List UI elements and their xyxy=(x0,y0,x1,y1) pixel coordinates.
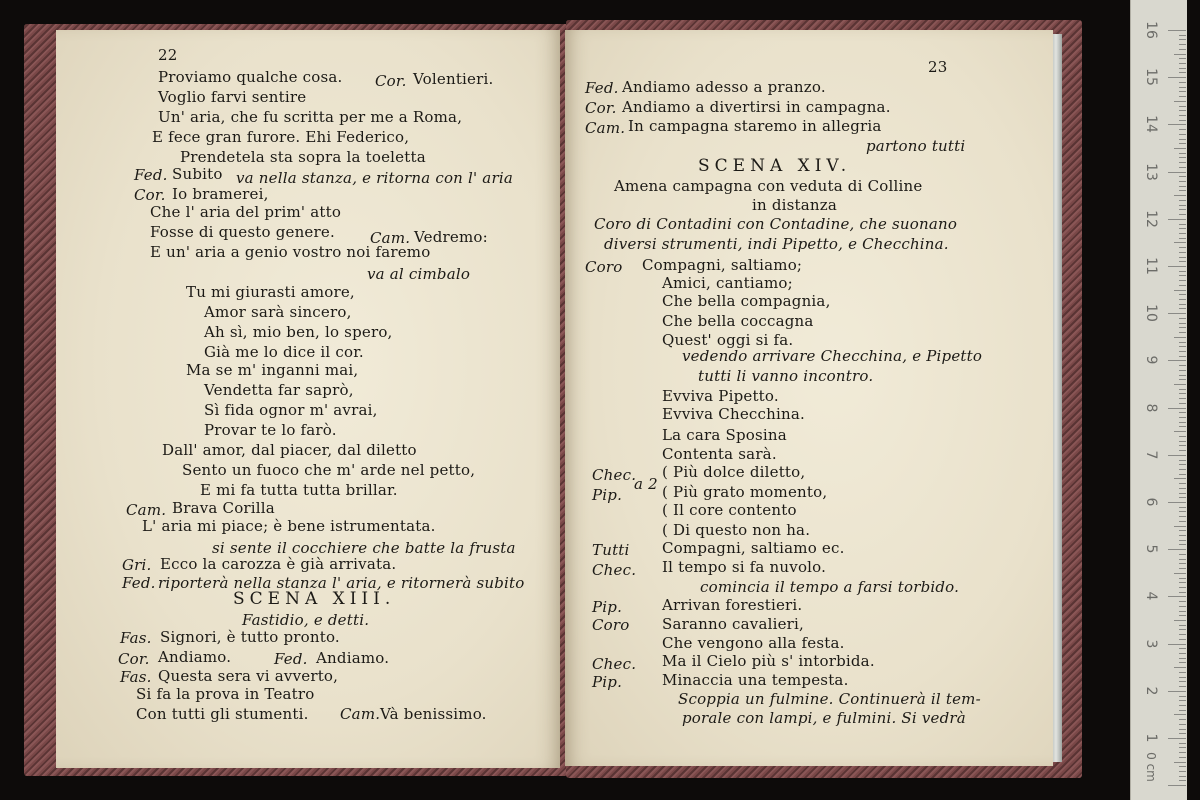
ruler-tick xyxy=(1179,190,1186,191)
text-line: Il tempo si fa nuvolo. xyxy=(662,558,827,576)
stage-direction: si sente il cocchiere che batte la frusta xyxy=(212,539,516,557)
ruler-tick xyxy=(1174,762,1186,763)
ruler-tick xyxy=(1179,648,1186,649)
ruler-tick xyxy=(1174,337,1186,338)
ruler-number: 5 xyxy=(1143,544,1159,554)
ruler-tick xyxy=(1174,290,1186,291)
text-line: Amena campagna con veduta di Colline xyxy=(614,177,923,195)
ruler-tick xyxy=(1179,233,1186,234)
ruler-number: 13 xyxy=(1143,162,1159,181)
speaker-label: Pip. xyxy=(592,486,623,504)
ruler-tick xyxy=(1179,143,1186,144)
ruler-tick xyxy=(1179,82,1186,83)
text-line: Provar te lo farò. xyxy=(204,421,337,439)
ruler-tick xyxy=(1179,91,1186,92)
ruler-unit-label: 0 cm xyxy=(1144,752,1158,782)
ruler-tick xyxy=(1179,460,1186,461)
ruler-tick xyxy=(1179,611,1186,612)
ruler-tick xyxy=(1179,662,1186,663)
speaker-label: Fed. xyxy=(585,79,619,97)
text-line: Che vengono alla festa. xyxy=(662,634,845,652)
text-line: E fece gran furore. Ehi Federico, xyxy=(152,128,410,146)
ruler-number: 3 xyxy=(1143,639,1159,649)
ruler-tick xyxy=(1179,87,1186,88)
ruler-tick xyxy=(1179,323,1186,324)
ruler-tick xyxy=(1179,247,1186,248)
speaker-label: Pip. xyxy=(592,598,623,616)
text-line: ( Più grato momento, xyxy=(662,483,828,501)
ruler-tick xyxy=(1179,483,1186,484)
stage-direction: porale con lampi, e fulmini. Si vedrà xyxy=(682,709,966,727)
ruler-tick xyxy=(1179,705,1186,706)
stage-direction: Fastidio, e detti. xyxy=(242,611,370,629)
text-line: Che bella compagnia, xyxy=(662,292,831,310)
ruler-tick xyxy=(1174,384,1186,385)
text-line: Fosse di questo genere. xyxy=(150,223,335,241)
ruler-tick xyxy=(1179,521,1186,522)
ruler-tick xyxy=(1179,752,1186,753)
text-line: Compagni, saltiamo; xyxy=(642,256,803,274)
text-line: Minaccia una tempesta. xyxy=(662,671,849,689)
ruler-tick xyxy=(1174,667,1186,668)
ruler-tick xyxy=(1179,96,1186,97)
ruler-tick xyxy=(1179,757,1186,758)
ruler-number: 12 xyxy=(1143,209,1159,228)
text-line: Dall' amor, dal piacer, dal diletto xyxy=(162,441,417,459)
text-line: Andiamo a divertirsi in campagna. xyxy=(622,98,891,116)
ruler-tick xyxy=(1179,729,1186,730)
speaker-label: Pip. xyxy=(592,673,623,691)
text-line: Saranno cavalieri, xyxy=(662,615,805,633)
text-line: Andiamo adesso a pranzo. xyxy=(622,78,826,96)
ruler-tick xyxy=(1179,110,1186,111)
text-line: Ma se m' inganni mai, xyxy=(186,361,359,379)
ruler-tick xyxy=(1179,238,1186,239)
ruler-tick xyxy=(1179,544,1186,545)
stage-direction: tutti li vanno incontro. xyxy=(698,367,874,385)
text-line: Che l' aria del prim' atto xyxy=(150,203,342,221)
speaker-label: Cam. xyxy=(585,119,626,137)
text-line: Questa sera vi avverto, xyxy=(158,667,339,685)
ruler-tick xyxy=(1179,681,1186,682)
text-line: Vedremo: xyxy=(414,228,488,246)
text-line: Brava Corilla xyxy=(172,499,275,517)
ruler-tick xyxy=(1179,493,1186,494)
ruler-tick xyxy=(1168,502,1186,503)
ruler-tick xyxy=(1179,379,1186,380)
ruler-tick xyxy=(1174,573,1186,574)
ruler-tick xyxy=(1179,176,1186,177)
ruler-tick xyxy=(1174,620,1186,621)
ruler-tick xyxy=(1179,554,1186,555)
ruler-tick xyxy=(1179,106,1186,107)
text-line: Signori, è tutto pronto. xyxy=(160,628,340,646)
ruler-tick xyxy=(1179,445,1186,446)
ruler-tick xyxy=(1179,162,1186,163)
ruler-tick xyxy=(1179,181,1186,182)
stage-direction: Coro di Contadini con Contadine, che suonano xyxy=(594,215,958,233)
ruler-tick xyxy=(1179,228,1186,229)
ruler-tick xyxy=(1179,134,1186,135)
ruler-tick xyxy=(1179,139,1186,140)
speaker-label: Cam. xyxy=(126,501,167,519)
ruler-number: 14 xyxy=(1143,115,1159,134)
stage-direction: va al cimbalo xyxy=(367,265,471,283)
page-number: 23 xyxy=(928,58,948,76)
text-line: Che bella coccagna xyxy=(662,312,814,330)
ruler-tick xyxy=(1179,129,1186,130)
text-line: Amici, cantiamo; xyxy=(662,274,793,292)
ruler-tick xyxy=(1179,696,1186,697)
ruler-tick xyxy=(1179,403,1186,404)
ruler-number: 1 xyxy=(1143,733,1159,743)
text-line: Vendetta far saprò, xyxy=(204,381,354,399)
text-line: Sì fida ognor m' avrai, xyxy=(204,401,378,419)
ruler-tick xyxy=(1168,360,1186,361)
ruler-tick xyxy=(1179,710,1186,711)
ruler-tick xyxy=(1179,294,1186,295)
ruler-tick xyxy=(1179,261,1186,262)
ruler-tick xyxy=(1179,375,1186,376)
ruler-tick xyxy=(1179,426,1186,427)
ruler-tick xyxy=(1179,724,1186,725)
ruler-tick xyxy=(1179,488,1186,489)
ruler-tick xyxy=(1168,30,1186,31)
text-line: Amor sarà sincero, xyxy=(204,303,352,321)
ruler-tick xyxy=(1179,120,1186,121)
ruler-tick xyxy=(1179,157,1186,158)
speaker-label: Cor. xyxy=(118,650,150,668)
scene-heading: SCENA XIII. xyxy=(233,589,396,609)
ruler-tick xyxy=(1179,214,1186,215)
ruler-tick xyxy=(1179,743,1186,744)
text-line: Sento un fuoco che m' arde nel petto, xyxy=(182,461,476,479)
ruler-tick xyxy=(1179,299,1186,300)
text-line: Volentieri. xyxy=(413,70,494,88)
text-line: Prendetela sta sopra la toeletta xyxy=(180,148,426,166)
speaker-label: Cam. xyxy=(370,229,411,247)
scene-heading: SCENA XIV. xyxy=(698,156,852,176)
text-line: Si fa la prova in Teatro xyxy=(136,685,315,703)
ruler-tick xyxy=(1179,271,1186,272)
ruler-tick xyxy=(1179,44,1186,45)
ruler-tick xyxy=(1179,115,1186,116)
ruler-tick xyxy=(1179,49,1186,50)
ruler-tick xyxy=(1179,72,1186,73)
ruler-tick xyxy=(1179,615,1186,616)
speaker-label: Chec. xyxy=(592,561,637,579)
ruler-tick xyxy=(1179,332,1186,333)
stage-direction: vedendo arrivare Checchina, e Pipetto xyxy=(682,347,983,365)
text-line: in distanza xyxy=(752,196,838,214)
ruler-tick xyxy=(1179,629,1186,630)
ruler-number: 15 xyxy=(1143,68,1159,87)
ruler-tick xyxy=(1168,738,1186,739)
text-line: Và benissimo. xyxy=(380,705,487,723)
ruler-tick xyxy=(1179,58,1186,59)
speaker-label: Gri. xyxy=(122,556,152,574)
ruler-tick xyxy=(1168,549,1186,550)
text-line: In campagna staremo in allegria xyxy=(628,117,882,135)
stage-direction: va nella stanza, e ritorna con l' aria xyxy=(236,169,513,187)
ruler-tick xyxy=(1168,644,1186,645)
ruler-number: 4 xyxy=(1143,591,1159,601)
ruler-tick xyxy=(1179,747,1186,748)
ruler-number: 10 xyxy=(1143,304,1159,323)
ruler-tick xyxy=(1179,677,1186,678)
ruler-tick xyxy=(1168,408,1186,409)
text-line: Andiamo. xyxy=(158,648,232,666)
speaker-label: Cor. xyxy=(585,99,617,117)
ruler-tick xyxy=(1179,474,1186,475)
text-line: E un' aria a genio vostro noi faremo xyxy=(150,243,431,261)
ruler-tick xyxy=(1168,219,1186,220)
stage-direction: partono tutti xyxy=(866,137,966,155)
ruler-tick xyxy=(1179,389,1186,390)
ruler-tick xyxy=(1168,691,1186,692)
ruler-tick xyxy=(1179,346,1186,347)
text-line: Compagni, saltiamo ec. xyxy=(662,539,845,557)
text-line: Ma il Cielo più s' intorbida. xyxy=(662,652,875,670)
speaker-label: Tutti xyxy=(592,541,630,559)
ruler-tick xyxy=(1168,124,1186,125)
ruler-tick xyxy=(1179,530,1186,531)
ruler-tick xyxy=(1174,195,1186,196)
ruler-tick xyxy=(1168,785,1186,786)
ruler-tick xyxy=(1174,431,1186,432)
text-line: E mi fa tutta tutta brillar. xyxy=(200,481,398,499)
speaker-label: Chec. xyxy=(592,466,637,484)
ruler-tick xyxy=(1179,733,1186,734)
ruler-tick xyxy=(1168,596,1186,597)
ruler-tick xyxy=(1179,275,1186,276)
text-line: Contenta sarà. xyxy=(662,445,777,463)
ruler-number: 2 xyxy=(1143,686,1159,696)
speaker-label: Cor. xyxy=(134,186,166,204)
ruler-tick xyxy=(1179,365,1186,366)
text-line: ( Più dolce diletto, xyxy=(662,463,806,481)
ruler-tick xyxy=(1179,450,1186,451)
ruler-tick xyxy=(1179,280,1186,281)
speaker-label: Cam. xyxy=(340,705,381,723)
ruler-tick xyxy=(1179,412,1186,413)
ruler-tick xyxy=(1174,54,1186,55)
ruler-tick xyxy=(1179,582,1186,583)
ruler-tick xyxy=(1179,370,1186,371)
text-line: La cara Sposina xyxy=(662,426,787,444)
ruler-tick xyxy=(1179,719,1186,720)
ruler-tick xyxy=(1179,464,1186,465)
ruler-tick xyxy=(1179,441,1186,442)
text-line: Tu mi giurasti amore, xyxy=(186,283,355,301)
ruler-tick xyxy=(1179,672,1186,673)
ruler-tick xyxy=(1179,436,1186,437)
ruler-tick xyxy=(1179,658,1186,659)
ruler-tick xyxy=(1179,186,1186,187)
ruler-tick xyxy=(1174,478,1186,479)
ruler-tick xyxy=(1179,780,1186,781)
page-number: 22 xyxy=(158,46,178,64)
ruler-tick xyxy=(1179,587,1186,588)
ruler-tick xyxy=(1179,327,1186,328)
ruler-tick xyxy=(1179,356,1186,357)
speaker-label: Fed. xyxy=(274,650,308,668)
text-line: Io bramerei, xyxy=(172,185,269,203)
ruler-tick xyxy=(1179,224,1186,225)
ruler-tick xyxy=(1179,639,1186,640)
ruler-number: 6 xyxy=(1143,497,1159,507)
ruler-number: 8 xyxy=(1143,403,1159,413)
ruler-tick xyxy=(1179,417,1186,418)
ruler-number: 11 xyxy=(1143,257,1159,275)
text-line: Proviamo qualche cosa. xyxy=(158,68,343,86)
ruler-tick xyxy=(1179,308,1186,309)
text-line: ( Il core contento xyxy=(662,501,797,519)
speaker-label: Fed. xyxy=(122,574,156,592)
ruler-tick xyxy=(1179,686,1186,687)
ruler-tick xyxy=(1179,601,1186,602)
ruler-tick xyxy=(1179,606,1186,607)
ruler-tick xyxy=(1179,35,1186,36)
stage-direction: Scoppia un fulmine. Continuerà il tem- xyxy=(678,690,981,708)
ruler-tick xyxy=(1179,568,1186,569)
ruler-tick xyxy=(1179,578,1186,579)
text-line: Voglio farvi sentire xyxy=(158,88,307,106)
ruler-tick xyxy=(1179,634,1186,635)
ruler-tick xyxy=(1174,148,1186,149)
text-line: Ecco la carozza è già arrivata. xyxy=(160,555,397,573)
text-line: Un' aria, che fu scritta per me a Roma, xyxy=(158,108,463,126)
ruler-tick xyxy=(1179,167,1186,168)
speaker-label: Fed. xyxy=(134,166,168,184)
ruler-tick xyxy=(1168,172,1186,173)
ruler-tick xyxy=(1179,422,1186,423)
ruler-tick xyxy=(1179,205,1186,206)
ruler-tick xyxy=(1179,63,1186,64)
ruler-tick xyxy=(1179,766,1186,767)
ruler-tick xyxy=(1179,318,1186,319)
text-line: Andiamo. xyxy=(316,649,390,667)
ruler-tick xyxy=(1174,714,1186,715)
ruler-number: 7 xyxy=(1143,450,1159,460)
speaker-label: Fas. xyxy=(120,668,152,686)
ruler-tick xyxy=(1179,342,1186,343)
ruler-number: 9 xyxy=(1143,355,1159,365)
ruler-tick xyxy=(1179,771,1186,772)
text-line: Ah sì, mio ben, lo spero, xyxy=(204,323,393,341)
ruler-tick xyxy=(1174,526,1186,527)
speaker-label: Coro xyxy=(592,616,630,634)
ruler-tick xyxy=(1179,700,1186,701)
text-line: Con tutti gli stumenti. xyxy=(136,705,309,723)
text-line: L' aria mi piace; è bene istrumentata. xyxy=(142,517,436,535)
ruler-tick xyxy=(1179,209,1186,210)
ruler-tick xyxy=(1168,455,1186,456)
ruler-tick xyxy=(1179,535,1186,536)
ruler-tick xyxy=(1168,77,1186,78)
stage-direction: diversi strumenti, indi Pipetto, e Checchina. xyxy=(604,235,949,253)
ruler-tick xyxy=(1179,393,1186,394)
ruler-tick xyxy=(1179,540,1186,541)
stage-direction: comincia il tempo a farsi torbido. xyxy=(700,578,960,596)
ruler-tick xyxy=(1168,313,1186,314)
ruler-tick xyxy=(1179,653,1186,654)
ruler-tick xyxy=(1179,153,1186,154)
ruler-tick xyxy=(1179,304,1186,305)
ruler-tick xyxy=(1179,592,1186,593)
ruler-tick xyxy=(1179,559,1186,560)
text-line: Arrivan forestieri. xyxy=(662,596,803,614)
ruler-tick xyxy=(1179,497,1186,498)
ruler-tick xyxy=(1179,625,1186,626)
speaker-label: Fas. xyxy=(120,629,152,647)
ruler-tick xyxy=(1179,200,1186,201)
ruler-tick xyxy=(1179,563,1186,564)
ruler-number: 16 xyxy=(1143,21,1159,39)
text-line: Già me lo dice il cor. xyxy=(204,343,364,361)
ruler-tick xyxy=(1179,252,1186,253)
ruler-tick xyxy=(1179,351,1186,352)
ruler-tick xyxy=(1179,776,1186,777)
ruler-tick xyxy=(1179,511,1186,512)
ruler-tick xyxy=(1179,398,1186,399)
text-line: Evviva Pipetto. xyxy=(662,387,779,405)
ruler-tick xyxy=(1179,469,1186,470)
ruler-tick xyxy=(1168,266,1186,267)
ruler-tick xyxy=(1179,257,1186,258)
ruler-tick xyxy=(1174,242,1186,243)
ruler-tick xyxy=(1179,516,1186,517)
text-line: Quest' oggi si fa. xyxy=(662,331,794,349)
text-line: ( Di questo non ha. xyxy=(662,521,811,539)
ruler-tick xyxy=(1179,285,1186,286)
stage-direction: riporterà nella stanza l' aria, e ritornerà subito xyxy=(158,574,525,592)
text-line: Evviva Checchina. xyxy=(662,405,805,423)
ruler-tick xyxy=(1179,507,1186,508)
ruler-tick xyxy=(1174,101,1186,102)
speaker-label: Cor. xyxy=(375,72,407,90)
ruler-tick xyxy=(1179,39,1186,40)
speaker-label: Chec. xyxy=(592,655,637,673)
ruler-tick xyxy=(1179,68,1186,69)
speaker-label: a 2 xyxy=(634,475,658,493)
speaker-label: Coro xyxy=(585,258,623,276)
text-line: Subito xyxy=(172,165,223,183)
